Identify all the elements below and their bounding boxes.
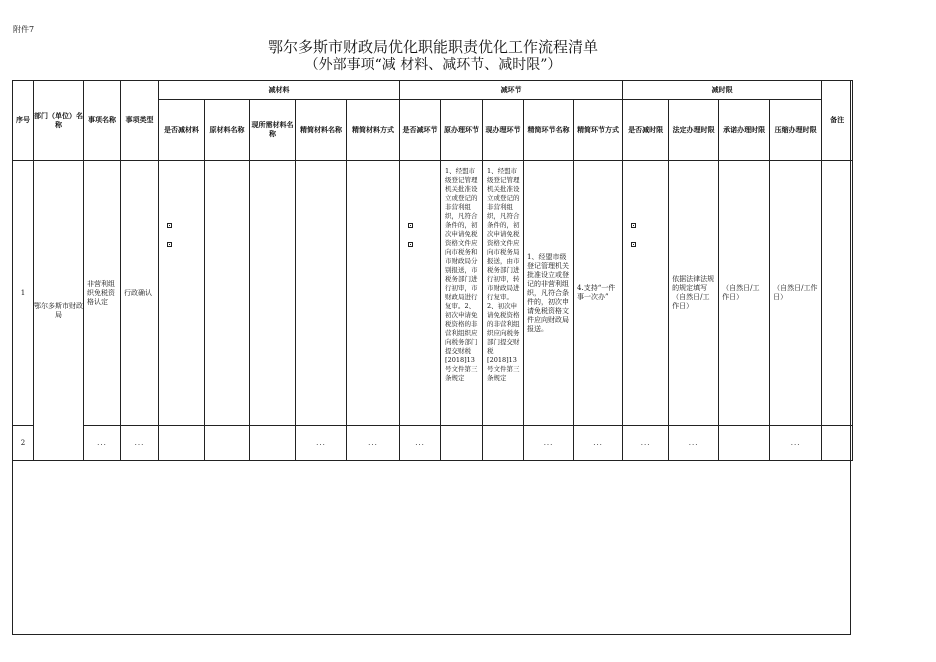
- table-row: [13, 161, 853, 426]
- page-title: 鄂尔多斯市财政局优化职能职责优化工作流程清单: [267, 38, 598, 56]
- row1-item-name: 非营利组织免税资格认定: [84, 161, 121, 426]
- row2-cell: [250, 426, 296, 461]
- header-simplified-material: 精简材料名称: [296, 100, 347, 161]
- checkbox-icon[interactable]: [408, 242, 413, 247]
- row1-seq: 1: [13, 161, 34, 426]
- group-reduce-time: 减时限: [623, 81, 822, 100]
- header-simplified-material-method: 精简材料方式: [347, 100, 400, 161]
- row1-remarks: [822, 161, 853, 426]
- row2-is-reduce-time: ...: [623, 426, 669, 461]
- group-reduce-steps: 减环节: [400, 81, 623, 100]
- header-is-reduce-material: 是否减材料: [159, 100, 205, 161]
- row1-simplified-step-method: 4.支持“一件事一次办”: [574, 161, 623, 426]
- row2-cell: [822, 426, 853, 461]
- header-is-reduce-time: 是否减时限: [623, 100, 669, 161]
- header-simplified-step-method: 精简环节方式: [574, 100, 623, 161]
- header-remarks: 备注: [822, 81, 853, 161]
- group-reduce-materials: 减材料: [159, 81, 400, 100]
- row1-orig-material: [205, 161, 250, 426]
- table-row: [13, 426, 853, 461]
- row2-simplified-material: ...: [296, 426, 347, 461]
- checkbox-icon[interactable]: [167, 242, 172, 247]
- row1-is-reduce-material-cell: [159, 161, 205, 426]
- row2-seq: 2: [13, 426, 34, 461]
- row1-current-step: 1、经盟市级登记管理机关批准设立或登记的非营利组织，凡符合条件的，初次申请免税资格文件应向市税务局报送，由市税务部门进行初审，转市财政局进行复审。2、初次申请免税资格的非营利组织应向税务部门提交财税[2018]13号文件第三条规定: [487, 167, 520, 382]
- header-dept: 部门（单位）名称: [34, 81, 84, 161]
- row1-is-reduce-step-cell: [400, 161, 441, 426]
- header-current-step: 现办理环节: [483, 100, 524, 161]
- workflow-table: [12, 80, 853, 461]
- row1-compressed-time: （自然日/工作日）: [770, 161, 822, 426]
- row2-cell: [159, 426, 205, 461]
- attachment-label: 附件7: [13, 25, 35, 34]
- row2-item-name: ...: [84, 426, 121, 461]
- row1-is-reduce-time-cell: [623, 161, 669, 426]
- page-subtitle: （外部事项“减 材料、减环节、减时限”）: [304, 57, 562, 73]
- row1-current-step-cell: [483, 161, 524, 426]
- row1-simplified-material: [296, 161, 347, 426]
- checkbox-icon[interactable]: [631, 223, 636, 228]
- header-item-name: 事项名称: [84, 81, 121, 161]
- header-simplified-step-name: 精简环节名称: [524, 100, 574, 161]
- row1-orig-step-cell: [441, 161, 483, 426]
- header-item-type: 事项类型: [121, 81, 159, 161]
- row2-legal-time: ...: [669, 426, 719, 461]
- checkbox-icon[interactable]: [631, 242, 636, 247]
- header-promise-time: 承诺办理时限: [719, 100, 770, 161]
- header-orig-step: 原办理环节: [441, 100, 483, 161]
- row2-cell: [719, 426, 770, 461]
- row1-simplified-step-name: 1、经盟市级登记管理机关批准设立或登记的非营利组织，凡符合条件的，初次申请免税资格文件应向财政局报送。: [524, 161, 574, 426]
- header-orig-material: 原材料名称: [205, 100, 250, 161]
- row2-is-reduce-step: ...: [400, 426, 441, 461]
- row1-current-material: [250, 161, 296, 426]
- row2-cell: [205, 426, 250, 461]
- row2-simplified-material-method: ...: [347, 426, 400, 461]
- row2-simplified-step-method: ...: [574, 426, 623, 461]
- header-is-reduce-step: 是否减环节: [400, 100, 441, 161]
- row1-dept: 鄂尔多斯市财政局: [34, 161, 84, 461]
- row2-item-type: ...: [121, 426, 159, 461]
- header-legal-time: 法定办理时限: [669, 100, 719, 161]
- row2-simplified-step-name: ...: [524, 426, 574, 461]
- checkbox-icon[interactable]: [167, 223, 172, 228]
- row2-cell: [441, 426, 483, 461]
- row1-simplified-material-method: [347, 161, 400, 426]
- row1-legal-time: 依据法律法规的规定填写（自然日/工作日）: [669, 161, 719, 426]
- row1-promise-time: （自然日/工作日）: [719, 161, 770, 426]
- checkbox-icon[interactable]: [408, 223, 413, 228]
- row1-item-type: 行政确认: [121, 161, 159, 426]
- header-compressed-time: 压缩办理时限: [770, 100, 822, 161]
- header-seq: 序号: [13, 81, 34, 161]
- row1-orig-step: 1、经盟市级登记管理机关批准设立或登记的非营利组织，凡符合条件的，初次申请免税资格文件应向市税务和市财政局分别报送，市税务部门进行初审，市财政局进行复审。2、初次申请免税资格的非营利组织应向税务部门提交财税[2018]13号文件第三条规定: [445, 167, 478, 382]
- row2-compressed-time: ...: [770, 426, 822, 461]
- row2-cell: [483, 426, 524, 461]
- header-current-material: 现所需材料名称: [250, 100, 296, 161]
